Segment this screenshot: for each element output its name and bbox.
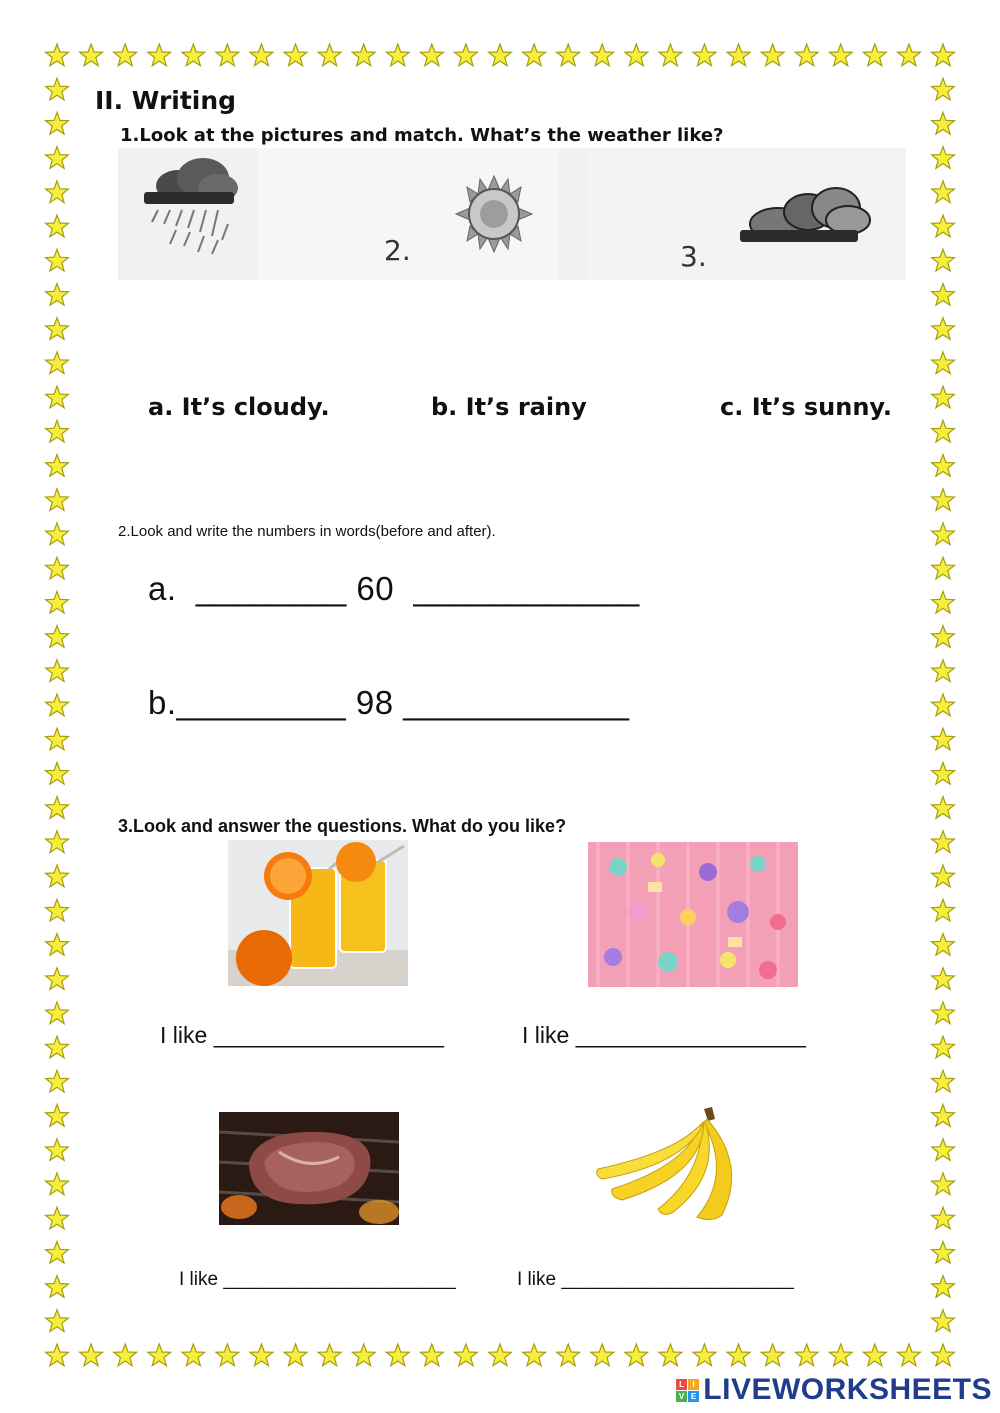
star-icon	[114, 1344, 137, 1366]
star-icon	[46, 831, 69, 853]
star-icon	[46, 44, 69, 66]
star-icon	[932, 1139, 955, 1161]
star-icon	[46, 865, 69, 887]
star-icon	[761, 1344, 784, 1366]
star-icon	[46, 78, 69, 100]
exercise3-instruction: 3.Look and answer the questions. What do you like?	[118, 816, 567, 836]
star-icon	[46, 386, 69, 408]
star-icon	[250, 44, 273, 66]
star-icon	[46, 147, 69, 169]
star-icon	[932, 1070, 955, 1092]
star-icon	[46, 318, 69, 340]
star-icon	[932, 831, 955, 853]
star-icon	[216, 1344, 239, 1366]
star-icon	[932, 1344, 955, 1366]
star-icon	[863, 44, 886, 66]
answer-blank[interactable]: ______________________	[223, 1269, 456, 1290]
blank-after[interactable]: ____________	[403, 684, 630, 721]
star-icon	[932, 1002, 955, 1024]
star-icon	[727, 44, 750, 66]
star-icon	[46, 797, 69, 819]
star-icon	[932, 386, 955, 408]
answer-prefix: I like	[160, 1022, 208, 1048]
star-icon	[46, 1310, 69, 1332]
answer-steak	[179, 1269, 456, 1291]
star-icon	[46, 1139, 69, 1161]
candy-picture	[588, 842, 798, 987]
star-icon	[318, 44, 341, 66]
answer-prefix: I like	[517, 1269, 557, 1290]
star-icon	[46, 352, 69, 374]
picture-number-3: 3.	[680, 240, 707, 273]
star-icon	[932, 147, 955, 169]
exercise2-instruction: 2.Look and write the numbers in words(before and after).	[118, 523, 496, 540]
star-icon	[932, 557, 955, 579]
star-icon	[795, 1344, 818, 1366]
star-icon	[932, 694, 955, 716]
star-icon	[932, 455, 955, 477]
sun-icon	[456, 176, 532, 252]
star-icon	[489, 44, 512, 66]
option-a: a. It’s cloudy.	[148, 393, 330, 421]
star-icon	[46, 660, 69, 682]
brand-name: LIVEWORKSHEETS	[703, 1373, 992, 1406]
star-icon	[863, 1344, 886, 1366]
answer-banana	[517, 1269, 794, 1291]
star-icon	[932, 934, 955, 956]
star-icon	[420, 44, 443, 66]
star-icon	[46, 899, 69, 921]
star-icon	[80, 44, 103, 66]
picture-number-2: 2.	[384, 234, 411, 267]
star-icon	[46, 112, 69, 134]
number-value: 60	[356, 570, 395, 607]
blank-before[interactable]: ________	[195, 570, 347, 607]
star-icon	[46, 934, 69, 956]
star-icon	[46, 626, 69, 648]
star-icon	[455, 1344, 478, 1366]
star-icon	[829, 44, 852, 66]
weather-pictures	[118, 148, 906, 280]
star-icon	[46, 557, 69, 579]
star-icon	[386, 1344, 409, 1366]
star-icon	[46, 728, 69, 750]
star-icon	[932, 899, 955, 921]
star-icon	[795, 44, 818, 66]
star-icon	[46, 968, 69, 990]
star-icon	[932, 1310, 955, 1332]
star-icon	[46, 181, 69, 203]
star-icon	[625, 44, 648, 66]
star-icon	[898, 1344, 921, 1366]
star-icon	[932, 1207, 955, 1229]
star-icon	[182, 1344, 205, 1366]
star-icon	[46, 249, 69, 271]
star-icon	[46, 1173, 69, 1195]
liveworksheets-logo[interactable]	[676, 1373, 992, 1407]
star-icon	[932, 1105, 955, 1127]
star-icon	[46, 523, 69, 545]
line-label: a.	[148, 570, 177, 607]
star-icon	[420, 1344, 443, 1366]
star-icon	[932, 284, 955, 306]
star-icon	[46, 1344, 69, 1366]
star-icon	[318, 1344, 341, 1366]
blank-before[interactable]: _________	[176, 684, 347, 721]
answer-blank[interactable]: ______________________	[561, 1269, 794, 1290]
star-icon	[46, 215, 69, 237]
star-icon	[932, 420, 955, 442]
star-icon	[46, 1036, 69, 1058]
star-icon	[46, 455, 69, 477]
star-icon	[46, 1276, 69, 1298]
star-icon	[932, 78, 955, 100]
star-icon	[932, 865, 955, 887]
star-icon	[932, 1036, 955, 1058]
line-label: b.	[148, 684, 177, 721]
answer-blank[interactable]: __________________	[213, 1022, 444, 1048]
star-icon	[932, 318, 955, 340]
star-icon	[898, 44, 921, 66]
star-icon	[284, 1344, 307, 1366]
banana-picture	[592, 1105, 754, 1227]
star-icon	[932, 352, 955, 374]
star-icon	[625, 1344, 648, 1366]
star-icon	[932, 1173, 955, 1195]
star-icon	[557, 1344, 580, 1366]
star-icon	[932, 112, 955, 134]
star-icon	[489, 1344, 512, 1366]
star-icon	[114, 44, 137, 66]
star-icon	[829, 1344, 852, 1366]
star-icon	[148, 44, 171, 66]
star-icon	[182, 44, 205, 66]
star-icon	[591, 44, 614, 66]
star-icon	[932, 626, 955, 648]
star-icon	[523, 44, 546, 66]
star-icon	[932, 215, 955, 237]
number-line-a	[148, 570, 640, 608]
answer-prefix: I like	[522, 1022, 570, 1048]
option-c: c. It’s sunny.	[720, 393, 892, 421]
star-icon	[46, 1207, 69, 1229]
star-icon	[284, 44, 307, 66]
star-icon	[352, 1344, 375, 1366]
logo-badge-icon: L I V E	[676, 1379, 699, 1402]
number-value: 98	[355, 684, 394, 721]
star-icon	[46, 1105, 69, 1127]
answer-blank[interactable]: __________________	[575, 1022, 806, 1048]
star-icon	[148, 1344, 171, 1366]
star-icon	[250, 1344, 273, 1366]
star-icon	[591, 1344, 614, 1366]
steak-picture	[219, 1112, 399, 1225]
answer-juice	[160, 1022, 444, 1049]
star-icon	[46, 489, 69, 511]
star-icon	[932, 44, 955, 66]
star-icon	[46, 591, 69, 613]
star-icon	[932, 489, 955, 511]
star-icon	[46, 1002, 69, 1024]
star-icon	[557, 44, 580, 66]
star-icon	[523, 1344, 546, 1366]
star-icon	[46, 420, 69, 442]
star-icon	[46, 1070, 69, 1092]
star-icon	[932, 728, 955, 750]
star-icon	[46, 762, 69, 784]
star-icon	[727, 1344, 750, 1366]
section-title: II. Writing	[95, 86, 237, 115]
orange-juice-picture	[228, 840, 408, 986]
star-icon	[46, 694, 69, 716]
star-icon	[932, 660, 955, 682]
star-icon	[932, 1276, 955, 1298]
exercise1-instruction: 1.Look at the pictures and match. What’s the weather like?	[120, 125, 724, 146]
star-icon	[932, 762, 955, 784]
star-icon	[352, 44, 375, 66]
star-icon	[46, 284, 69, 306]
star-icon	[932, 797, 955, 819]
star-icon	[761, 44, 784, 66]
star-icon	[659, 1344, 682, 1366]
star-icon	[386, 44, 409, 66]
star-icon	[80, 1344, 103, 1366]
star-icon	[46, 1241, 69, 1263]
number-line-b	[148, 684, 630, 722]
star-icon	[693, 1344, 716, 1366]
blank-after[interactable]: ____________	[413, 570, 640, 607]
star-icon	[932, 968, 955, 990]
answer-prefix: I like	[179, 1269, 219, 1290]
star-icon	[932, 523, 955, 545]
star-icon	[659, 44, 682, 66]
star-icon	[216, 44, 239, 66]
star-icon	[693, 44, 716, 66]
answer-candy	[522, 1022, 806, 1049]
star-icon	[932, 1241, 955, 1263]
star-icon	[932, 249, 955, 271]
star-icon	[932, 181, 955, 203]
star-icon	[455, 44, 478, 66]
option-b: b. It’s rainy	[431, 393, 587, 421]
star-icon	[932, 591, 955, 613]
